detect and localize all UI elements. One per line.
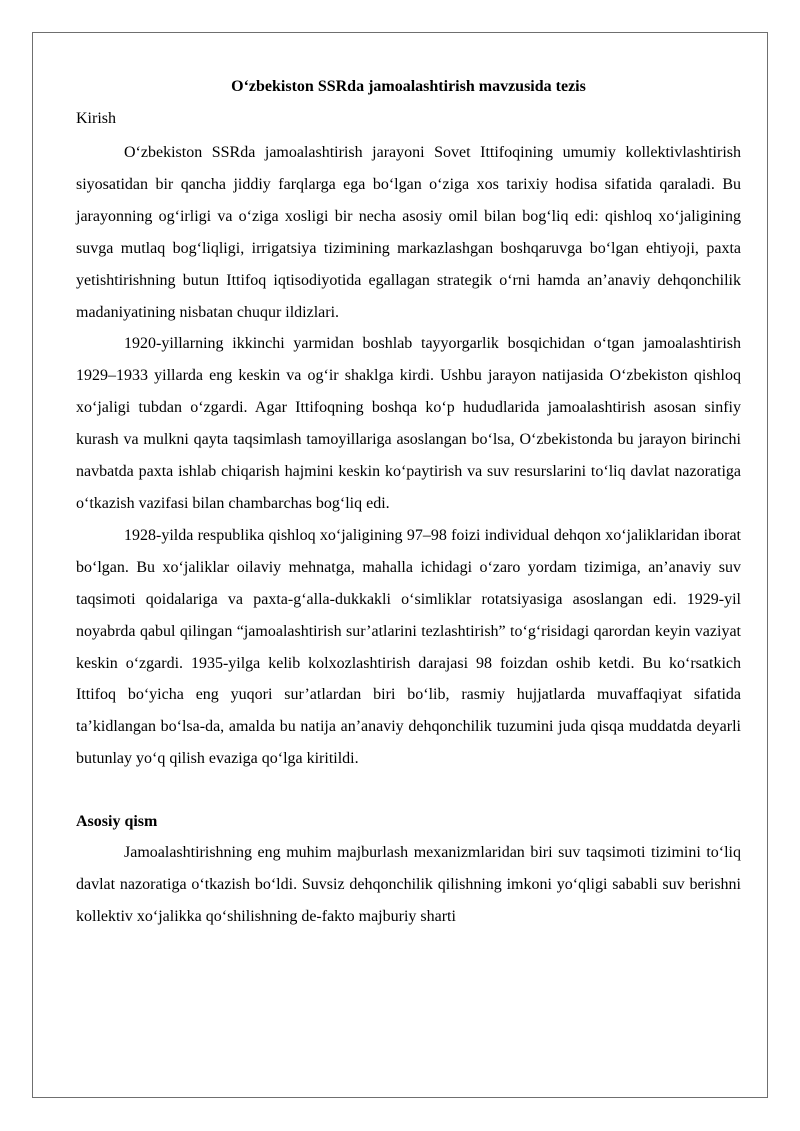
- intro-paragraph-3: 1928-yilda respublika qishloq xo‘jaligining 97–98 foizi individual dehqon xo‘jaliklaridan iborat bo‘lgan. Bu xo‘jaliklar oilaviy mehnatga, mahalla ichidagi o‘zaro yordam tizimiga, an’anaviy suv taqsimoti qoidalariga va paxta-g‘alla-dukkakli o‘simliklar rotatsiyasiga asoslangan edi. 1929-yil noyabrda qabul qilingan “jamoalashtirish sur’atlarini tezlashtirish” to‘g‘risidagi qarordan keyin vaziyat keskin o‘zgardi. 1935-yilga kelib kolxozlashtirish darajasi 98 foizdan oshib ketdi. Bu ko‘rsatkich Ittifoq bo‘yicha eng yuqori sur’atlardan biri bo‘lib, rasmiy hujjatlarda muvaffaqiyat sifatida ta’kidlangan bo‘lsa-da, amalda bu natija an’anaviy dehqonchilik tuzumini juda qisqa muddatda deyarli butunlay yo‘q qilish evaziga qo‘lga kiritildi.: [76, 526, 741, 768]
- main-heading: Asosiy qism: [76, 813, 158, 831]
- intro-heading: Kirish: [76, 110, 116, 127]
- intro-paragraph-1: O‘zbekiston SSRda jamoalashtirish jarayoni Sovet Ittifoqining umumiy kollektivlashtirish siyosatidan bir qancha jiddiy farqlarga ega bo‘lgan o‘ziga xos tarixiy hodisa sifatida qaraladi. Bu jarayonning og‘irligi va o‘ziga xosligi bir necha asosiy omil bilan bog‘liq edi: qishloq xo‘jaligining suvga mutlaq bog‘liqligi, irrigatsiya tizimining markazlashgan boshqaruvga bo‘lgan ehtiyoji, paxta yetishtirishning butun Ittifoq iqtisodiyotida egallagan strategik o‘rni hamda an’anaviy dehqonchilik madaniyatining nisbatan chuqur ildizlari.: [76, 144, 741, 321]
- intro-paragraph-2: 1920-yillarning ikkinchi yarmidan boshlab tayyorgarlik bosqichidan o‘tgan jamoalashtirish 1929–1933 yillarda eng keskin va og‘ir shaklga kirdi. Ushbu jarayon natijasida O‘zbekiston qishloq xo‘jaligi tubdan o‘zgardi. Agar Ittifoqning boshqa ko‘p hududlarida jamoalashtirish asosan sinfiy kurash va mulkni qayta taqsimlash tamoyillariga asoslangan bo‘lsa, O‘zbekistonda bu jarayon birinchi navbatda paxta ishlab chiqarish hajmini keskin ko‘paytirish va suv resurslarini to‘liq davlat nazoratiga o‘tkazish vazifasi bilan chambarchas bog‘liq edi.: [76, 335, 741, 512]
- document-title: O‘zbekiston SSRda jamoalashtirish mavzusida tezis: [231, 78, 586, 95]
- document-body: [76, 73, 741, 933]
- main-paragraph-1: Jamoalashtirishning eng muhim majburlash mexanizmlaridan biri suv taqsimoti tizimini to‘liq davlat nazoratiga o‘tkazish bo‘ldi. Suvsiz dehqonchilik qilishning imkoni yo‘qligi sababli suv berishni kollektiv xo‘jalikka qo‘shilishning de-fakto majburiy sharti: [76, 844, 741, 925]
